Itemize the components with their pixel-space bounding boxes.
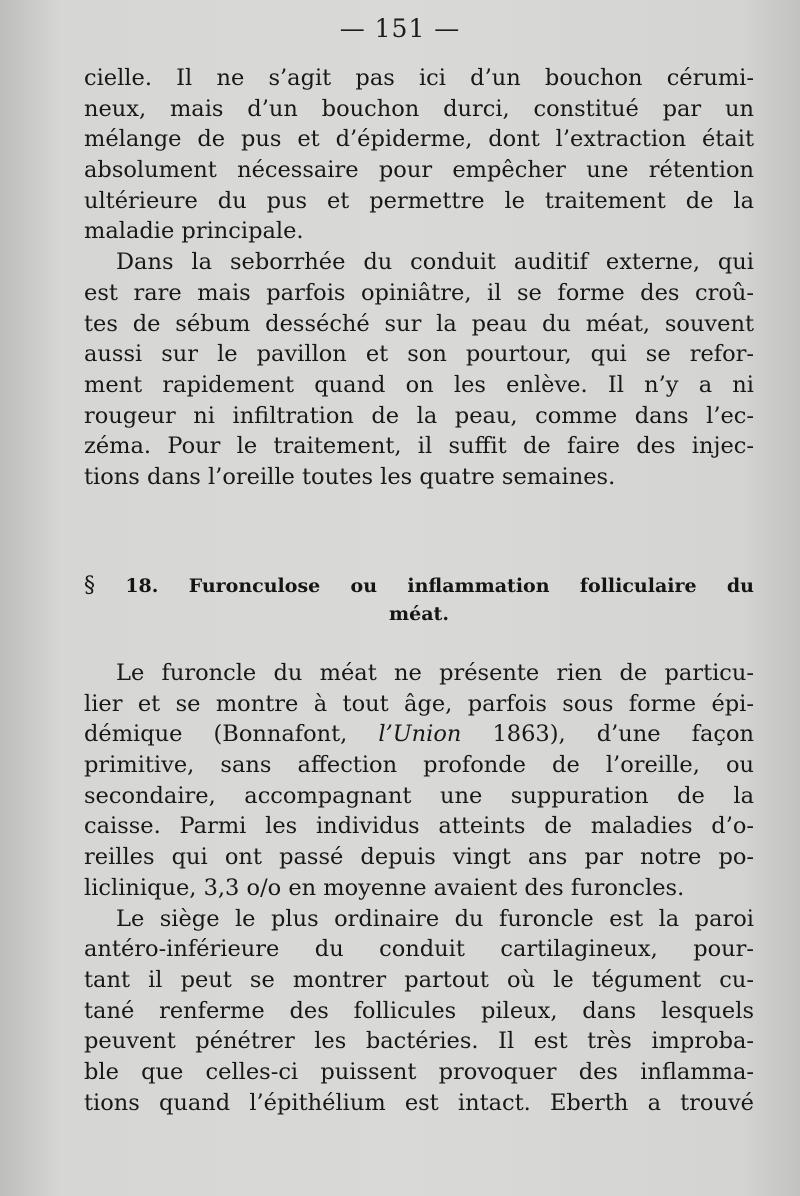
text-line: ble que celles-ci puissent provoquer des inflamma- [84,1058,754,1085]
section-heading-line-1 [84,572,754,600]
section-heading-line-2: méat. [389,603,449,625]
text-line: Le siège le plus ordinaire du furoncle est la paroi [116,905,754,932]
text-line: ultérieure du pus et permettre le traitement de la [84,187,754,214]
text-segment: 1863), d’une façon [461,721,754,748]
section-heading [84,572,754,628]
text-line: neux, mais d’un bouchon durci, constitué par un [84,95,754,122]
text-line: tes de sébum desséché sur la peau du méat, souvent [84,310,754,337]
text-line: Dans la seborrhée du conduit auditif externe, qui [116,249,754,276]
text-line: aussi sur le pavillon et son pourtour, qui se refor- [84,341,754,368]
text-line: reilles qui ont passé depuis vingt ans par notre po- [84,844,754,871]
text-line: antéro-inférieure du conduit cartilagineux, pour- [84,936,754,963]
text-block-top [84,63,754,493]
text-line: liclinique, 3,3 o/o en moyenne avaient des furoncles. [84,874,685,901]
text-block-bottom [84,658,754,1118]
text-line: maladie principale. [84,218,304,245]
text-line: rougeur ni infiltration de la peau, comme dans l’ec- [84,402,754,429]
text-line: caisse. Parmi les individus atteints de maladies d’o- [84,813,754,840]
text-line: peuvent pénétrer les bactéries. Il est très improba- [84,1028,754,1055]
text-line: tant il peut se montrer partout où le tégument cu- [84,966,754,993]
section-title: 18. Furonculose ou inflammation folliculaire du [125,575,754,597]
text-line [84,719,754,750]
text-line: est rare mais parfois opiniâtre, il se forme des croû- [84,279,754,306]
text-line: tané renferme des follicules pileux, dans lesquels [84,997,754,1024]
text-line: tions dans l’oreille toutes les quatre semaines. [84,463,616,490]
text-line: zéma. Pour le traitement, il suffit de faire des injec- [84,433,754,460]
text-segment: démique (Bonnafont, [84,721,379,748]
text-line: mélange de pus et d’épiderme, dont l’extraction était [84,126,754,153]
text-line: cielle. Il ne s’agit pas ici d’un bouchon cérumi- [84,65,754,91]
text-line: secondaire, accompagnant une suppuration de la [84,782,754,809]
text-line: Le furoncle du méat ne présente rien de particu- [116,660,754,686]
section-sign: § [84,573,95,598]
text-line: primitive, sans affection profonde de l’oreille, ou [84,752,754,779]
text-line: absolument nécessaire pour empêcher une rétention [84,157,754,184]
italic-title: l’Union [378,721,462,748]
text-line: ment rapidement quand on les enlève. Il n’y a ni [84,371,754,398]
text-line: lier et se montre à tout âge, parfois sous forme épi- [84,690,754,717]
page-number: — 151 — [339,14,461,43]
text-line: tions quand l’épithélium est intact. Eberth a trouvé [84,1089,754,1116]
